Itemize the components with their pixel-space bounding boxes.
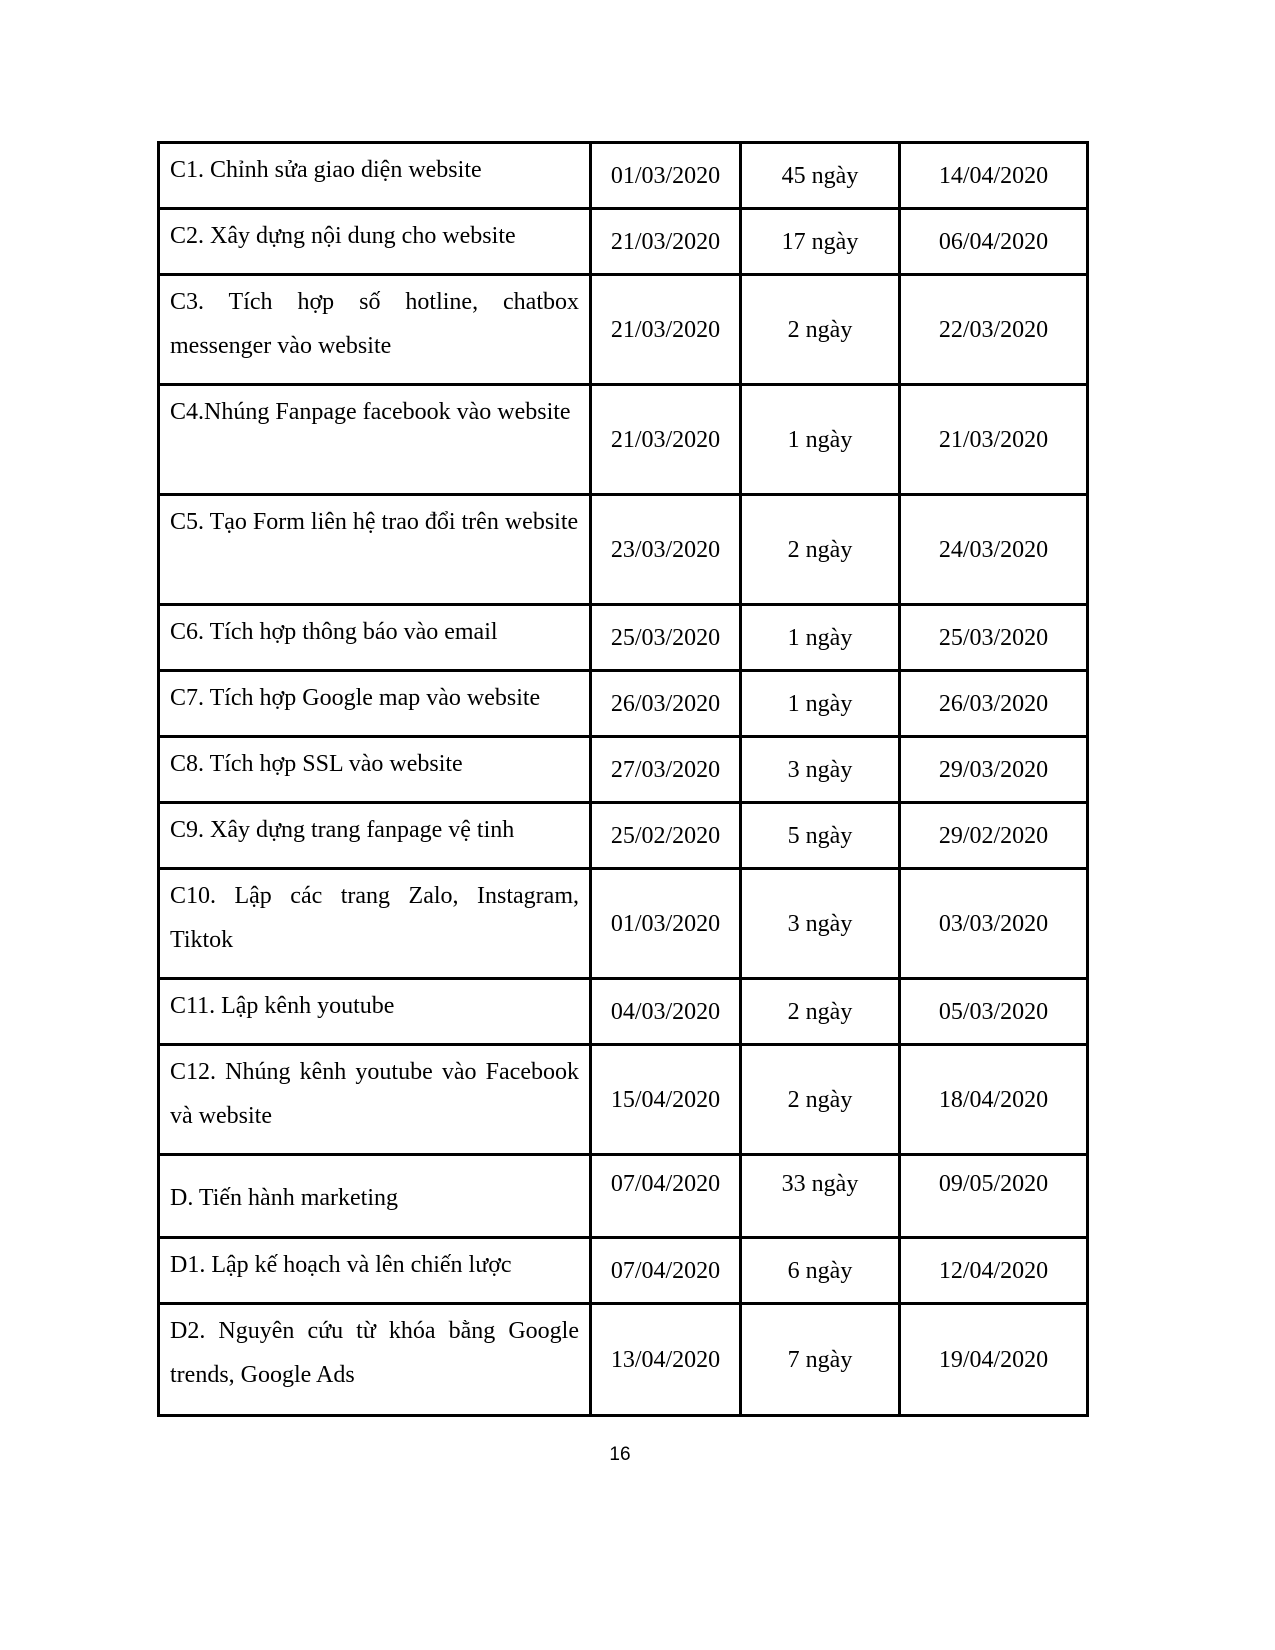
duration-cell: 17 ngày <box>741 209 900 275</box>
table-row <box>159 979 1088 1045</box>
task-cell: C3. Tích hợp số hotline, chatbox messenger vào website <box>159 275 591 385</box>
start-date-cell: 13/04/2020 <box>591 1304 741 1416</box>
start-date-cell: 15/04/2020 <box>591 1045 741 1155</box>
duration-cell: 2 ngày <box>741 495 900 605</box>
table-row <box>159 671 1088 737</box>
page-number: 16 <box>609 1444 631 1465</box>
duration-cell: 2 ngày <box>741 275 900 385</box>
start-date-cell: 04/03/2020 <box>591 979 741 1045</box>
start-date-cell: 21/03/2020 <box>591 385 741 495</box>
duration-cell: 1 ngày <box>741 605 900 671</box>
end-date-cell: 14/04/2020 <box>900 143 1088 209</box>
end-date-cell: 24/03/2020 <box>900 495 1088 605</box>
duration-cell: 7 ngày <box>741 1304 900 1416</box>
duration-cell: 45 ngày <box>741 143 900 209</box>
end-date-cell: 21/03/2020 <box>900 385 1088 495</box>
task-cell: C11. Lập kênh youtube <box>159 979 591 1045</box>
start-date-cell: 23/03/2020 <box>591 495 741 605</box>
task-cell: D2. Nguyên cứu từ khóa bằng Google trends, Google Ads <box>159 1304 591 1416</box>
task-cell: C6. Tích hợp thông báo vào email <box>159 605 591 671</box>
table-row <box>159 275 1088 385</box>
start-date-cell: 25/03/2020 <box>591 605 741 671</box>
duration-cell: 33 ngày <box>741 1155 900 1238</box>
task-cell: C7. Tích hợp Google map vào website <box>159 671 591 737</box>
end-date-cell: 06/04/2020 <box>900 209 1088 275</box>
table-row <box>159 737 1088 803</box>
table-row <box>159 1155 1088 1238</box>
end-date-cell: 03/03/2020 <box>900 869 1088 979</box>
start-date-cell: 01/03/2020 <box>591 143 741 209</box>
task-cell: C8. Tích hợp SSL vào website <box>159 737 591 803</box>
end-date-cell: 25/03/2020 <box>900 605 1088 671</box>
end-date-cell: 29/02/2020 <box>900 803 1088 869</box>
task-cell: C2. Xây dựng nội dung cho website <box>159 209 591 275</box>
schedule-table <box>157 141 1089 1417</box>
end-date-cell: 19/04/2020 <box>900 1304 1088 1416</box>
task-cell: C12. Nhúng kênh youtube vào Facebook và website <box>159 1045 591 1155</box>
task-cell: D1. Lập kế hoạch và lên chiến lược <box>159 1238 591 1304</box>
start-date-cell: 07/04/2020 <box>591 1238 741 1304</box>
duration-cell: 1 ngày <box>741 671 900 737</box>
task-cell: C1. Chỉnh sửa giao diện website <box>159 143 591 209</box>
table-row <box>159 385 1088 495</box>
table-row <box>159 1045 1088 1155</box>
end-date-cell: 26/03/2020 <box>900 671 1088 737</box>
duration-cell: 3 ngày <box>741 869 900 979</box>
start-date-cell: 07/04/2020 <box>591 1155 741 1238</box>
table-row <box>159 1238 1088 1304</box>
task-cell: C4.Nhúng Fanpage facebook vào website <box>159 385 591 495</box>
end-date-cell: 12/04/2020 <box>900 1238 1088 1304</box>
duration-cell: 1 ngày <box>741 385 900 495</box>
end-date-cell: 09/05/2020 <box>900 1155 1088 1238</box>
duration-cell: 2 ngày <box>741 1045 900 1155</box>
start-date-cell: 26/03/2020 <box>591 671 741 737</box>
end-date-cell: 29/03/2020 <box>900 737 1088 803</box>
table-row <box>159 143 1088 209</box>
task-cell: C10. Lập các trang Zalo, Instagram, Tiktok <box>159 869 591 979</box>
end-date-cell: 22/03/2020 <box>900 275 1088 385</box>
task-cell: C9. Xây dựng trang fanpage vệ tinh <box>159 803 591 869</box>
end-date-cell: 05/03/2020 <box>900 979 1088 1045</box>
table-row <box>159 209 1088 275</box>
start-date-cell: 01/03/2020 <box>591 869 741 979</box>
duration-cell: 6 ngày <box>741 1238 900 1304</box>
table-row <box>159 803 1088 869</box>
table-row <box>159 495 1088 605</box>
duration-cell: 3 ngày <box>741 737 900 803</box>
table-row <box>159 869 1088 979</box>
table-row <box>159 605 1088 671</box>
end-date-cell: 18/04/2020 <box>900 1045 1088 1155</box>
start-date-cell: 27/03/2020 <box>591 737 741 803</box>
duration-cell: 5 ngày <box>741 803 900 869</box>
start-date-cell: 21/03/2020 <box>591 209 741 275</box>
start-date-cell: 25/02/2020 <box>591 803 741 869</box>
duration-cell: 2 ngày <box>741 979 900 1045</box>
task-cell: D. Tiến hành marketing <box>159 1155 591 1238</box>
start-date-cell: 21/03/2020 <box>591 275 741 385</box>
task-cell: C5. Tạo Form liên hệ trao đổi trên website <box>159 495 591 605</box>
table-row <box>159 1304 1088 1416</box>
